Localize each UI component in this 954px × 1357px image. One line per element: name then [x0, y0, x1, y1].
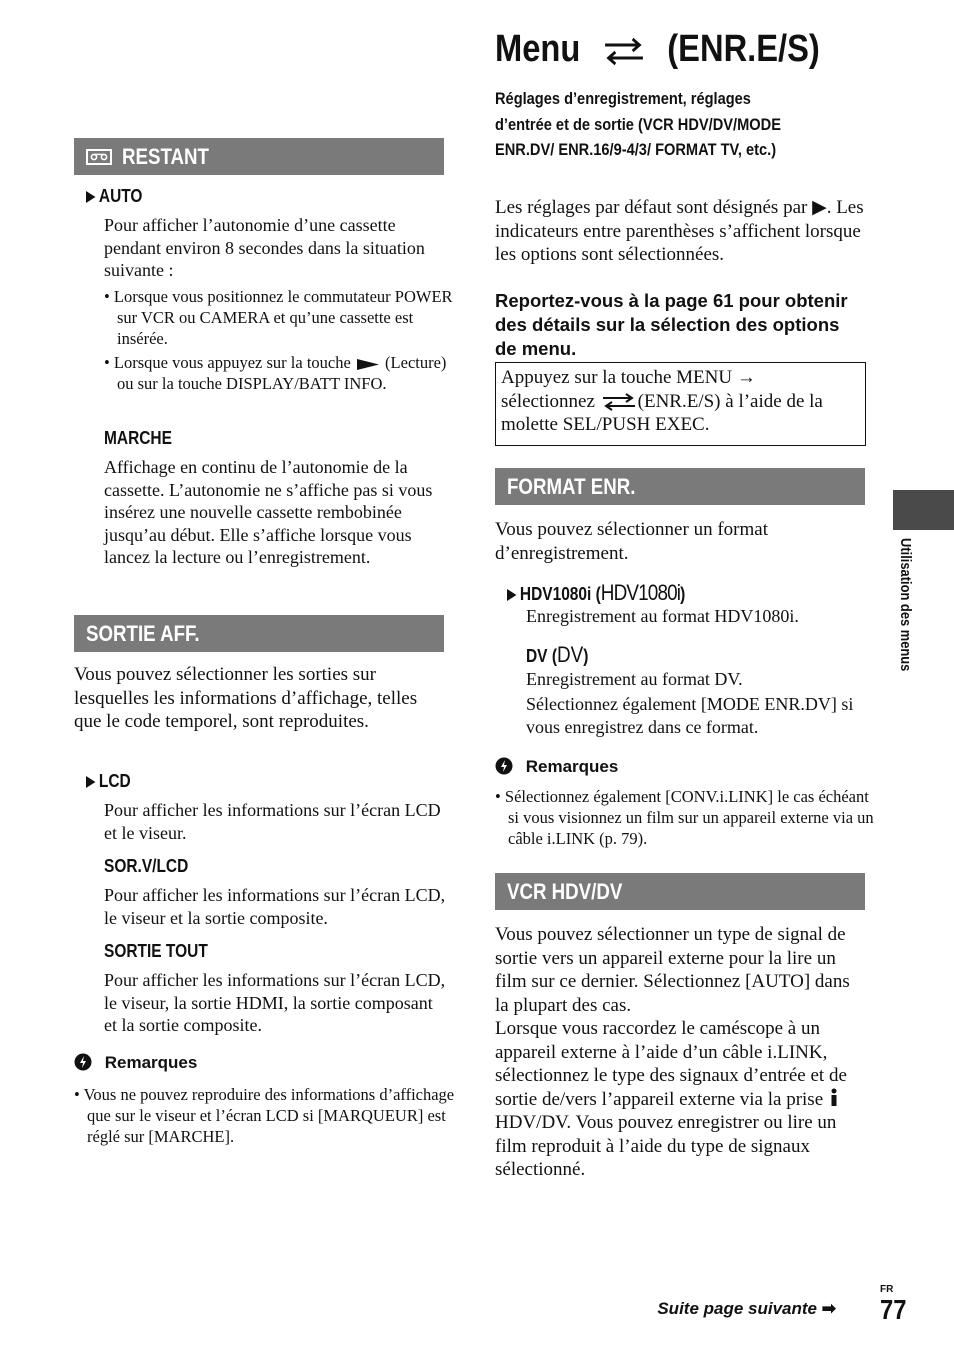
section-title: RESTANT — [122, 143, 209, 169]
notes-heading: Remarques — [74, 1053, 197, 1073]
option-tout: SORTIE TOUT — [104, 941, 208, 961]
title-prefix: Menu — [495, 28, 581, 70]
section-header-vcr — [495, 873, 865, 910]
option-marche-desc: Affichage en continu de l’autonomie de la cassette. L’autonomie ne s’affiche pas si vous insérez une nouvelle cassette rembobinée jusqu’au début. Elle s’affiche lorsque vous lancez la lecture ou l’enregistrement. — [104, 457, 433, 567]
option-dv-desc2: Sélectionnez également [MODE ENR.DV] si vous enregistrez dans ce format. — [526, 694, 854, 737]
language-code: FR — [880, 1284, 894, 1295]
intro-text: Les réglages par défaut sont désignés par ▶. Les indicateurs entre parenthèses s’affichent lorsque les options sont sélectionnées. — [495, 197, 864, 265]
section-header-format — [495, 468, 865, 505]
section-title: FORMAT ENR. — [507, 473, 636, 499]
swap-arrows-icon — [601, 36, 646, 66]
option-auto-desc: Pour afficher l’autonomie d’une cassette pendant environ 8 secondes dans la situation suivante : — [104, 215, 425, 280]
section-intro: Vous pouvez sélectionner les sorties sur lesquelles les informations d’affichage, telles que le code temporel, sont reproduites. — [74, 664, 418, 732]
dv-icon: DV — [556, 642, 584, 667]
option-sorv: SOR.V/LCD — [104, 856, 189, 876]
default-marker-icon — [507, 589, 516, 601]
ilink-icon — [828, 1088, 840, 1108]
default-marker-icon — [86, 776, 95, 788]
page-title — [495, 28, 820, 71]
option-sorv-desc: Pour afficher les informations sur l’écran LCD, le viseur et la sortie composite. — [104, 885, 446, 928]
option-marche: MARCHE — [104, 428, 172, 448]
note-item: • Vous ne pouvez reproduire des informations d’affichage que sur le viseur et l’écran LCD si [MARQUEUR] est réglé sur [MARCHE]. — [74, 1085, 455, 1146]
continue-label: Suite page suivante ➡ — [657, 1299, 836, 1318]
section-paragraph: Vous pouvez sélectionner un type de signal de sortie vers un appareil externe pour la lire un film sur ce dernier. Sélectionnez [AUTO] dans la plupart des cas. Lorsque vous raccordez le caméscope à un appareil externe à l’aide d’un câble i.LINK, sélectionnez le type des signaux d’entrée et de sortie de/vers l’appareil externe via la prise HDV/DV. Vous pouvez enregistrer ou lire un film reproduit à l’aide du type de signaux sélectionné. — [495, 924, 850, 1180]
caution-icon — [74, 1053, 92, 1071]
option-dv-desc: Enregistrement au format DV. — [526, 669, 743, 689]
section-header-restant — [74, 138, 444, 175]
instruction-box: Appuyez sur la touche MENU → sélectionnez (ENR.E/S) à l’aide de la molette SEL/PUSH EXEC. — [495, 362, 866, 446]
section-intro: Vous pouvez sélectionner un format d’enregistrement. — [495, 519, 768, 564]
section-title: SORTIE AFF. — [86, 620, 200, 646]
option-dv: DV (DV) — [526, 642, 589, 667]
option-tout-desc: Pour afficher les informations sur l’écran LCD, le viseur, la sortie HDMI, la sortie composant et la sortie composite. — [104, 970, 446, 1035]
tape-icon — [86, 149, 112, 165]
title-suffix: (ENR.E/S) — [667, 28, 820, 70]
option-hdv-desc: Enregistrement au format HDV1080i. — [526, 606, 799, 626]
default-marker-icon — [86, 191, 95, 203]
option-lcd-desc: Pour afficher les informations sur l’écran LCD et le viseur. — [104, 800, 441, 843]
side-tab-label: Utilisation des menus — [897, 538, 914, 672]
hdv1080i-icon: HDV1080i — [600, 580, 681, 605]
swap-arrows-icon — [600, 392, 638, 412]
option-lcd: LCD — [86, 771, 131, 792]
page-subtitle: Réglages d’enregistrement, réglages d’entrée et de sortie (VCR HDV/DV/MODE ENR.DV/ ENR.16/9-4/3/ FORMAT TV, etc.) — [495, 89, 781, 159]
right-arrow-icon: ➡ — [821, 1299, 836, 1318]
bullet-item: • Lorsque vous positionnez le commutateur POWER sur VCR ou CAMERA et qu’une cassette est insérée. — [104, 287, 453, 348]
section-header-sortie — [74, 615, 444, 652]
right-arrow-icon: → — [736, 367, 756, 388]
notes-heading: Remarques — [495, 757, 618, 777]
side-tab-marker — [893, 490, 954, 530]
section-title: VCR HDV/DV — [507, 878, 623, 904]
reference-text: Reportez-vous à la page 61 pour obtenir des détails sur la sélection des options de menu. — [495, 290, 848, 359]
play-icon — [355, 358, 381, 371]
caution-icon — [495, 757, 513, 775]
option-auto: AUTO — [86, 186, 142, 207]
bullet-item: • Lorsque vous appuyez sur la touche (Lecture) ou sur la touche DISPLAY/BATT INFO. — [104, 353, 447, 393]
note-item: • Sélectionnez également [CONV.i.LINK] le cas échéant si vous visionnez un film sur un appareil externe via un câble i.LINK (p. 79). — [495, 787, 874, 848]
option-hdv1080i: HDV1080i (HDV1080i) — [507, 580, 685, 606]
page-number: 77 — [880, 1294, 907, 1325]
